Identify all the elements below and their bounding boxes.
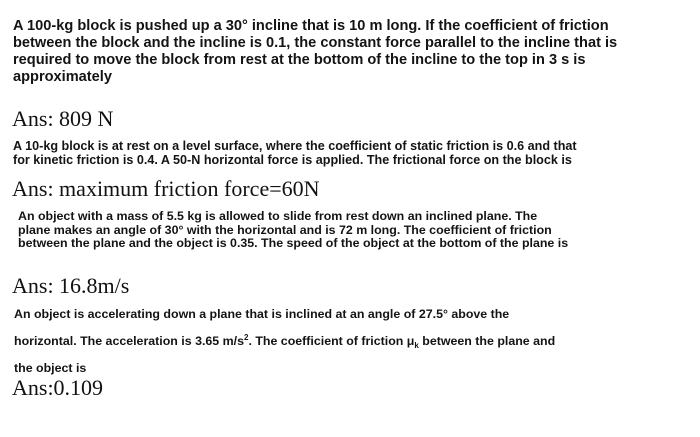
mu-symbol: μ	[406, 334, 415, 348]
problem-4-line: An object is accelerating down a plane that is inclined at an angle of 27.5° above the	[14, 307, 510, 321]
problem-3-line: between the plane and the object is 0.35. The speed of the object at the bottom of the plane is	[18, 236, 569, 250]
problem-4-text	[14, 303, 555, 380]
problem-1-answer: Ans: 809 N	[12, 106, 114, 131]
problem-2-line: A 10-kg block is at rest on a level surface, where the coefficient of static friction is 0.6 and that	[13, 139, 577, 153]
problem-4-text-segment: . The coefficient of friction	[248, 334, 407, 348]
problem-1-line: between the block and the incline is 0.1, the constant force parallel to the incline that is	[13, 35, 618, 51]
problem-4-text-segment: horizontal. The acceleration is 3.65 m/s	[14, 334, 244, 348]
problem-1-text	[13, 18, 617, 86]
problem-4-text-segment: between the plane and	[418, 334, 556, 348]
problem-1-line: A 100-kg block is pushed up a 30° incline that is 10 m long. If the coefficient of friction	[13, 18, 609, 34]
problem-2-answer: Ans: maximum friction force=60N	[12, 176, 320, 201]
problem-4-line	[14, 326, 555, 357]
mu-subscript: k	[414, 341, 419, 350]
problem-3-line: An object with a mass of 5.5 kg is allowed to slide from rest down an inclined plane. The	[18, 209, 538, 223]
problem-4-line: the object is	[14, 361, 87, 375]
problem-3-answer: Ans: 16.8m/s	[12, 273, 130, 298]
problem-2-line: for kinetic friction is 0.4. A 50-N horizontal force is applied. The frictional force on the block is	[13, 152, 572, 167]
problem-2-text	[13, 140, 577, 167]
exponent: 2	[244, 333, 249, 342]
problem-4-answer: Ans:0.109	[12, 375, 104, 400]
problem-1-line: approximately	[13, 69, 112, 85]
problem-1-line: required to move the block from rest at the bottom of the incline to the top in 3 s is	[13, 52, 586, 68]
problem-3-line: plane makes an angle of 30° with the horizontal and is 72 m long. The coefficient of friction	[18, 222, 552, 237]
problem-3-text	[18, 210, 568, 251]
